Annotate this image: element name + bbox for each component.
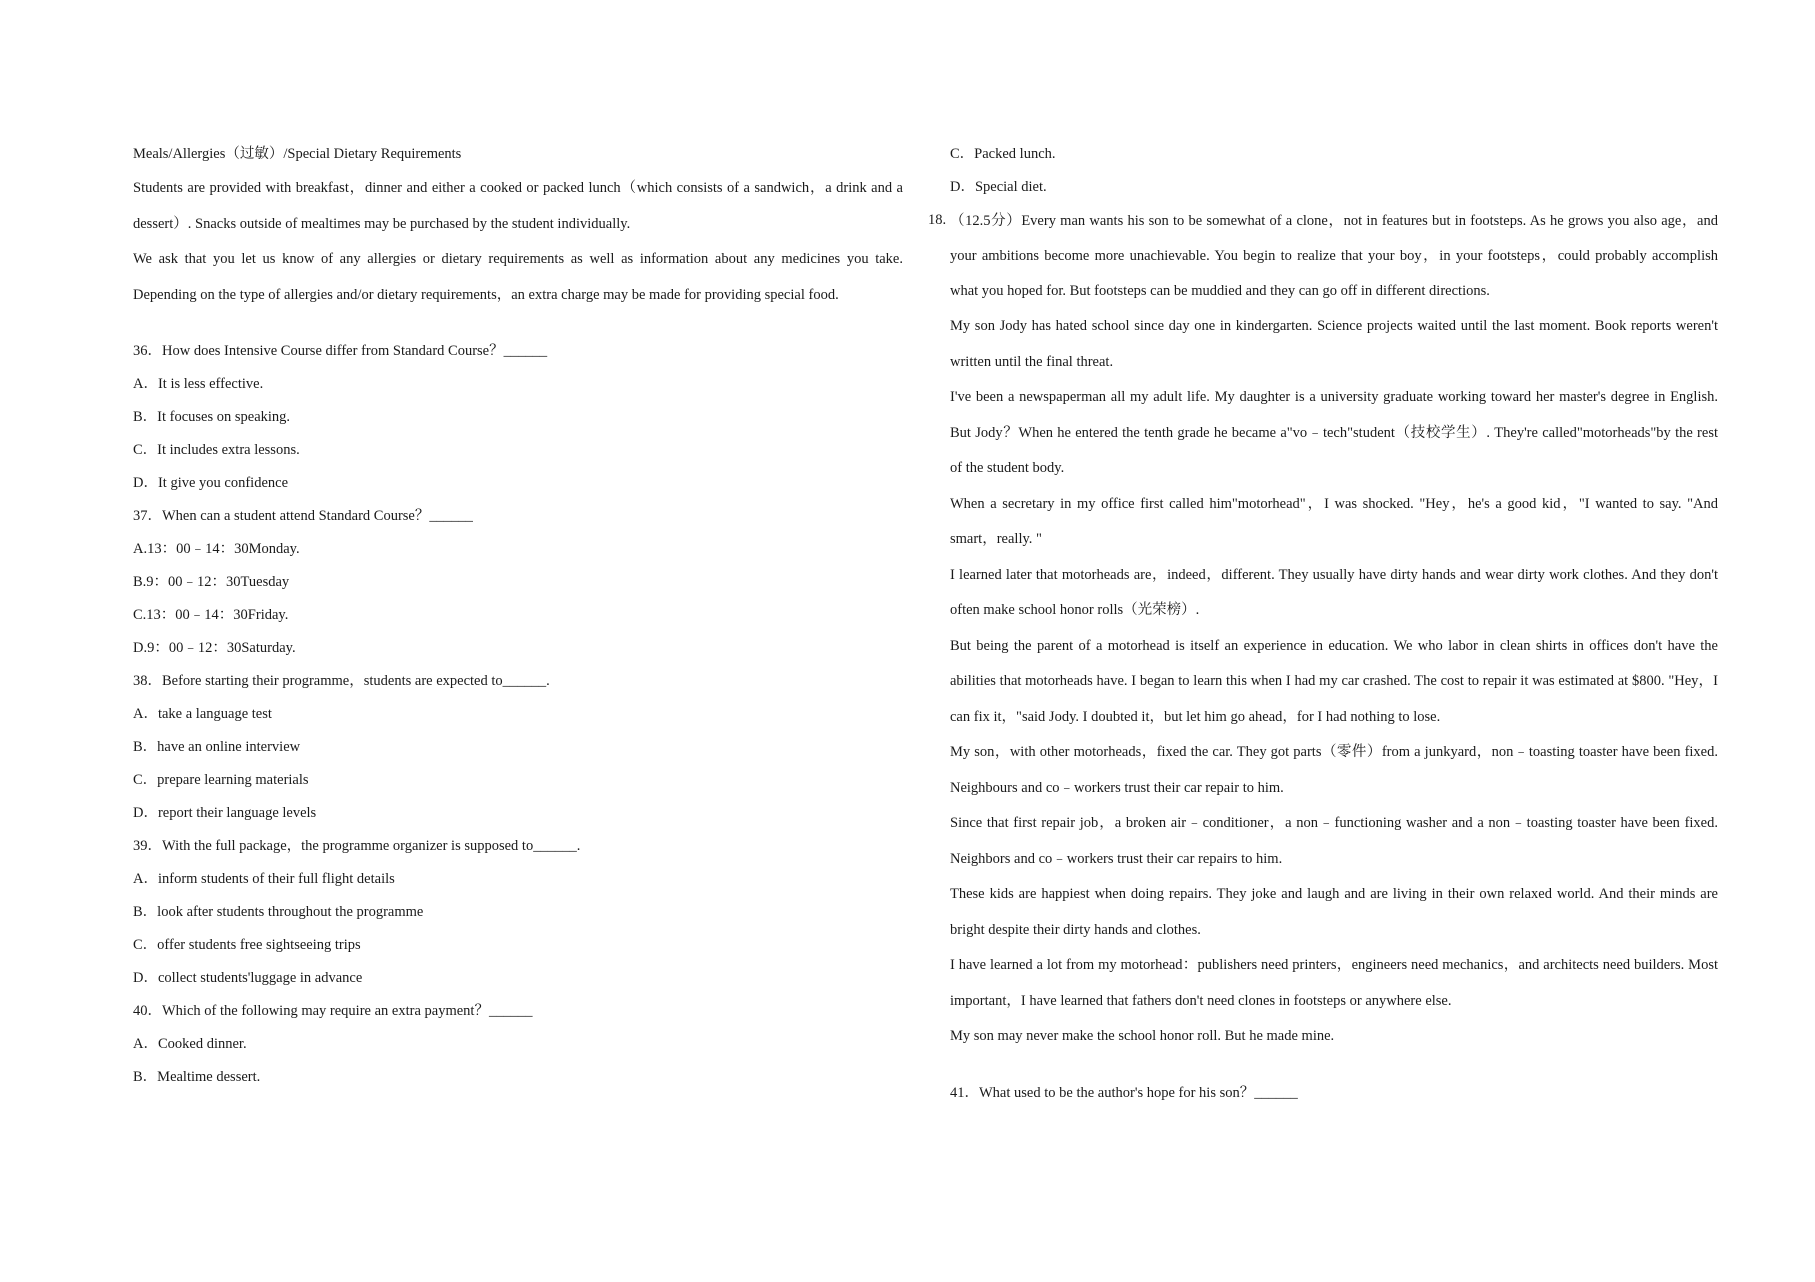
option-37-c: C.13：00﹣14：30Friday. [133, 607, 289, 623]
passage-paragraph: These kids are happiest when doing repairs. They joke and laugh and are living in their own relaxed world. And their minds are bright despite their dirty hands and clothes. [950, 886, 1718, 938]
meals-paragraph: Students are provided with breakfast，dinner and either a cooked or packed lunch（which consists of a sandwich，a drink and a dessert）. Snacks outside of mealtimes may be purchased by the student individually. [133, 180, 903, 232]
passage-intro: （12.5分）Every man wants his son to be somewhat of a clone，not in features but in footsteps. As he grows you also age，and your ambitions become more unachievable. You begin to realize that your boy，in your footsteps，could probably accomplish what you hoped for. But footsteps can be muddied and they can go off in different directions. [950, 213, 1718, 299]
passage-paragraph: My son may never make the school honor roll. But he made mine. [950, 1028, 1335, 1044]
question-41: 41．What used to be the author's hope for his son？______ [950, 1084, 1298, 1101]
passage-paragraph: Since that first repair job，a broken air﹣conditioner，a non﹣functioning washer and a non﹣toasting toaster have been fixed. Neighbors and co﹣workers trust their car repairs to him. [950, 815, 1718, 867]
option-40-c: C．Packed lunch. [950, 146, 1056, 162]
option-38-b: B．have an online interview [133, 739, 301, 755]
passage-paragraph: I have learned a lot from my motorhead：publishers need printers，engineers need mechanics，and architects need builders. Most important，I have learned that fathers don't need clones in footsteps or anywhere else. [950, 957, 1718, 1009]
option-39-b: B．look after students throughout the programme [133, 904, 424, 920]
option-40-b: B．Mealtime dessert. [133, 1069, 261, 1085]
passage-paragraph: I learned later that motorheads are，indeed，different. They usually have dirty hands and wear dirty work clothes. And they don't often make school honor rolls（光荣榜）. [950, 566, 1718, 618]
option-36-b: B．It focuses on speaking. [133, 409, 291, 425]
right-column [928, 138, 1718, 1110]
question-number: 18. [928, 212, 947, 228]
passage-paragraph: When a secretary in my office first called him"motorhead"，I was shocked. "Hey，he's a good kid，"I wanted to say. "And smart，really. " [950, 495, 1718, 547]
option-37-a: A.13：00﹣14：30Monday. [133, 541, 300, 557]
passage-paragraph: I've been a newspaperman all my adult life. My daughter is a university graduate working toward her master's degree in English. But Jody？When he entered the tenth grade he became a"vo﹣tech"student（技校学生）. They're called"motorheads"by the rest of the student body. [950, 389, 1718, 476]
allergies-paragraph: We ask that you let us know of any allergies or dietary requirements as well as information about any medicines you take. Depending on the type of allergies and/or dietary requirements，an extra charge may be made for providing special food. [133, 251, 903, 303]
question-list-36-40 [133, 335, 903, 1094]
option-39-d: D．collect students'luggage in advance [133, 970, 363, 986]
passage-paragraph: My son Jody has hated school since day one in kindergarten. Science projects waited until the last moment. Book reports weren't written until the final threat. [950, 318, 1718, 370]
option-40-d: D．Special diet. [950, 179, 1047, 195]
option-36-d: D．It give you confidence [133, 475, 289, 491]
spacer [950, 1055, 1718, 1077]
option-37-b: B.9：00﹣12：30Tuesday [133, 574, 290, 590]
option-40-a: A．Cooked dinner. [133, 1036, 247, 1052]
option-39-a: A．inform students of their full flight details [133, 871, 395, 887]
spacer [133, 313, 903, 335]
question-40: 40．Which of the following may require an extra payment？______ [133, 1003, 533, 1019]
option-37-d: D.9：00﹣12：30Saturday. [133, 640, 296, 656]
question-36: 36．How does Intensive Course differ from Standard Course？______ [133, 343, 548, 359]
question-37: 37．When can a student attend Standard Course？______ [133, 508, 473, 524]
passage-paragraph: My son，with other motorheads，fixed the car. They got parts（零件）from a junkyard，non﹣toasting toaster have been fixed. Neighbours and co﹣workers trust their car repair to him. [950, 744, 1718, 796]
question-39: 39．With the full package，the programme organizer is supposed to______. [133, 838, 581, 854]
question-18-block [928, 204, 1718, 309]
section-heading: Meals/Allergies（过敏）/Special Dietary Requirements [133, 146, 462, 162]
option-36-c: C．It includes extra lessons. [133, 442, 300, 458]
option-39-c: C．offer students free sightseeing trips [133, 937, 361, 953]
option-38-a: A．take a language test [133, 706, 272, 722]
left-column [133, 138, 903, 1094]
option-36-a: A．It is less effective. [133, 376, 264, 392]
option-38-c: C．prepare learning materials [133, 772, 309, 788]
question-38: 38．Before starting their programme，students are expected to______. [133, 673, 550, 689]
passage-paragraph: But being the parent of a motorhead is itself an experience in education. We who labor in clean shirts in offices don't have the abilities that motorheads have. I began to learn this when I had my car crashed. The cost to repair it was estimated at $800. "Hey，I can fix it，"said Jody. I doubted it，but let him go ahead，for I had nothing to lose. [950, 637, 1718, 725]
option-38-d: D．report their language levels [133, 805, 317, 821]
